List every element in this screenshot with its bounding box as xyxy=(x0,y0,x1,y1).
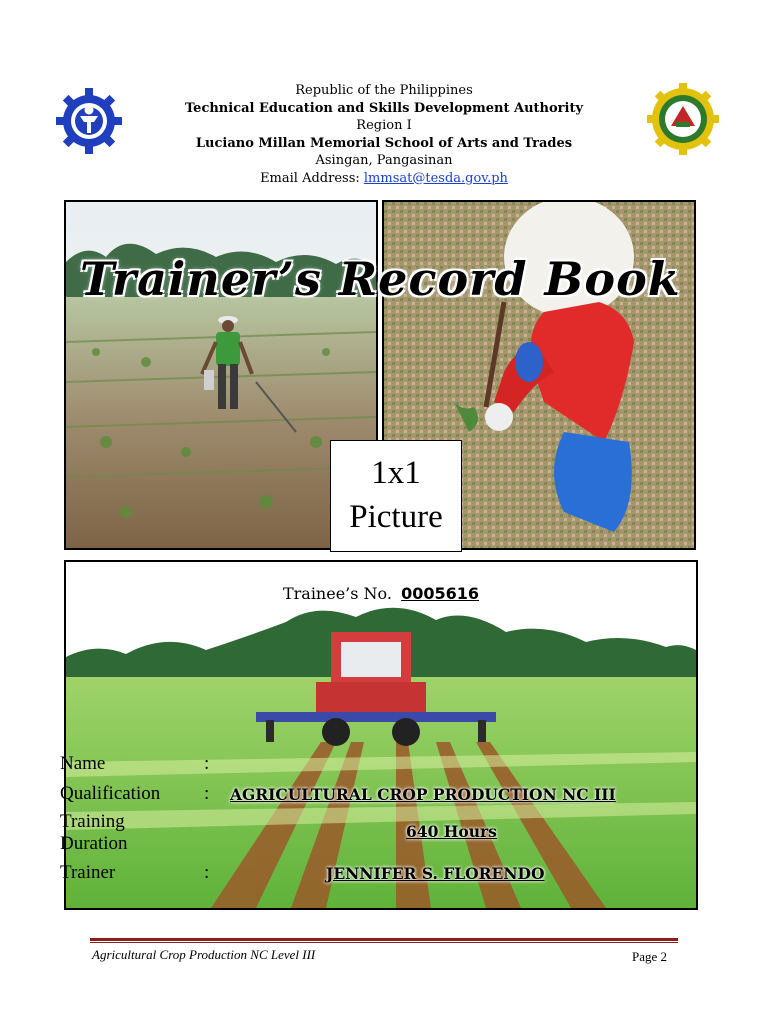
footer-rule xyxy=(90,938,678,943)
region-line: Region I xyxy=(356,118,412,133)
agency-line: Technical Education and Skills Development Authority xyxy=(184,100,584,116)
trainer-label: Trainer xyxy=(60,862,116,883)
footer-course-title: Agricultural Crop Production NC Level III xyxy=(92,947,316,962)
trainer-value: JENNIFER S. FLORENDO xyxy=(326,864,545,883)
trainee-number-label: Trainee’s No. xyxy=(282,584,392,603)
trainee-number-value: 0005616 xyxy=(401,584,480,603)
school-line: Luciano Millan Memorial School of Arts and Trades xyxy=(195,135,573,151)
qualification-colon: : xyxy=(204,783,210,804)
name-label: Name xyxy=(60,753,106,774)
qualification-value: AGRICULTURAL CROP PRODUCTION NC III xyxy=(230,785,616,804)
trainer-colon: : xyxy=(204,862,210,883)
country-line: Republic of the Philippines xyxy=(295,83,473,98)
location-line: Asingan, Pangasinan xyxy=(315,153,453,168)
record-book-title: Trainer’s Record Book xyxy=(80,252,681,306)
trainee-info-frame xyxy=(64,560,698,910)
email-label: Email Address: xyxy=(260,170,360,186)
name-colon: : xyxy=(204,753,210,774)
email-line xyxy=(0,170,768,188)
training-duration-label-line2: Duration xyxy=(60,833,128,854)
trainee-number-line xyxy=(66,584,696,603)
page-number: Page 2 xyxy=(632,949,668,964)
document-header xyxy=(0,82,768,187)
qualification-label: Qualification xyxy=(60,783,161,804)
picture-word-label: Picture xyxy=(349,499,443,535)
tractor-field-image xyxy=(66,562,696,908)
training-duration-value: 640 Hours xyxy=(406,822,497,841)
picture-size-label: 1x1 xyxy=(371,455,421,491)
id-picture-placeholder xyxy=(330,440,462,552)
email-link[interactable]: lmmsat@tesda.gov.ph xyxy=(363,170,508,186)
training-duration-label-line1: Training xyxy=(60,811,125,832)
